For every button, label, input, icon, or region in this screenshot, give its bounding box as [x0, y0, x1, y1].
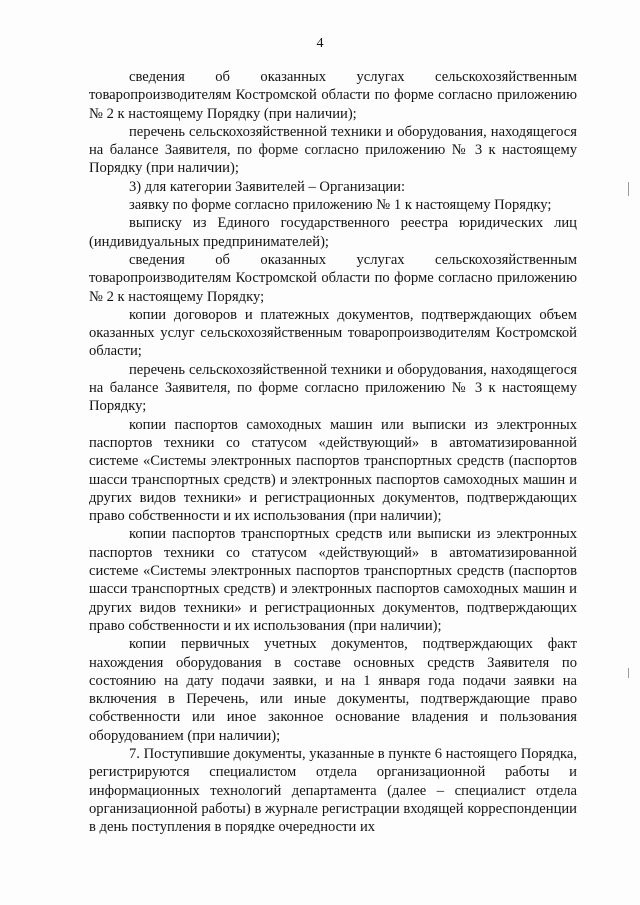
paragraph-services-info-2: сведения об оказанных услугах сельскохозяйственным товаропроизводителям Костромской области по форме согласно приложению № 2 к настоящему Порядку (при наличии); — [89, 69, 577, 122]
paragraph-registry-extract: выписку из Единого государственного реестра юридических лиц (индивидуальных предпринимателей); — [89, 215, 577, 250]
paragraph-application-form: заявку по форме согласно приложению № 1 к настоящему Порядку; — [129, 197, 552, 214]
paragraph-category-organizations: 3) для категории Заявителей – Организации: — [129, 178, 406, 195]
paragraph-vehicle-passports: копии паспортов транспортных средств или выписки из электронных паспортов техники со статусом «действующий» в автоматизированной системе «Системы электронных паспортов транспортных средств (паспортов шасси транспортных средств) и электронных паспортов самоходных машин и других видов техники» и регистрационных документов, подтверждающих право собственности и их использования (при наличии); — [89, 526, 577, 634]
paragraph-equipment-list-3: перечень сельскохозяйственной техники и оборудования, находящегося на балансе Заявителя, по форме согласно приложению № 3 к настоящему Порядку; — [89, 361, 577, 415]
paragraph-services-info-3: сведения об оказанных услугах сельскохозяйственным товаропроизводителям Костромской области по форме согласно приложению № 2 к настоящему Порядку; — [89, 251, 577, 305]
scan-edge-mark — [628, 182, 629, 196]
document-body — [89, 68, 577, 836]
page-number: 4 — [316, 36, 324, 51]
paragraph-item-7: 7. Поступившие документы, указанные в пункте 6 настоящего Порядка, регистрируются специалистом отдела организационной работы и информационных технологий департамента (далее – специалист отдела организационной работы) в журнале регистрации входящей корреспонденции в день поступления в порядке очередности их — [89, 745, 577, 836]
paragraph-contract-copies: копии договоров и платежных документов, подтверждающих объем оказанных услуг сельскохозяйственным товаропроизводителям Костромской области; — [89, 306, 577, 360]
paragraph-equipment-list-2: перечень сельскохозяйственной техники и оборудования, находящегося на балансе Заявителя, по форме согласно приложению № 3 к настоящему Порядку (при наличии); — [89, 123, 577, 177]
scan-edge-mark — [628, 668, 629, 678]
paragraph-machine-passports: копии паспортов самоходных машин или выписки из электронных паспортов техники со статусом «действующий» в автоматизированной системе «Системы электронных паспортов транспортных средств (паспортов шасси транспортных средств) и электронных паспортов самоходных машин и других видов техники» и регистрационных документов, подтверждающих право собственности и их использования (при наличии); — [89, 416, 577, 525]
paragraph-accounting-documents: копии первичных учетных документов, подтверждающих факт нахождения оборудования в составе основных средств Заявителя по состоянию на дату подачи заявки, и на 1 января года подачи заявки на включения в Перечень, или иные документы, подтверждающие право собственности или иное законное основание владения и пользования оборудованием (при наличии); — [89, 636, 577, 744]
